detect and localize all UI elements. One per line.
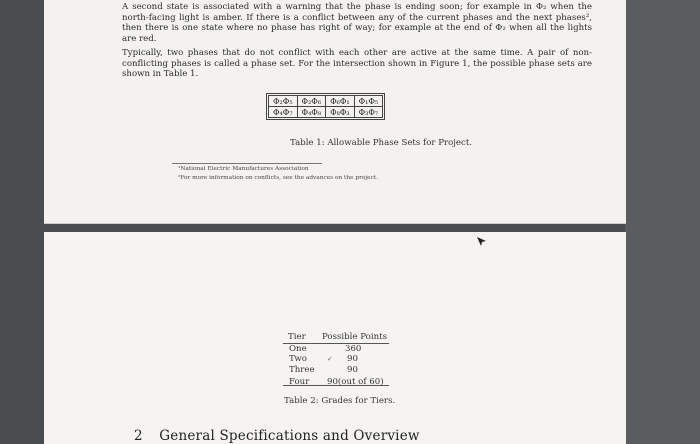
mouse-cursor-icon: [476, 236, 488, 248]
table-row: [269, 107, 383, 118]
table-cell: Φ₄Φ₇: [269, 107, 298, 118]
table-cell: Φ₂Φ₆: [297, 96, 326, 107]
table2-caption: Table 2: Grades for Tiers.: [284, 396, 396, 406]
table-cell: Φ₂Φ₅: [269, 96, 298, 107]
table-row: [269, 96, 383, 107]
paragraph-phase-sets: Typically, two phases that do not conflict with each other are active at the same time. A pair of non-conflicting phases is called a phase set. For the intersection shown in Figure 1, the possible phase sets are shown in Table 1.: [122, 48, 592, 80]
table-cell: Φ₈Φ₃: [326, 107, 355, 118]
footnote-1: ¹National Electric Manufactures Association: [178, 166, 309, 172]
table-cell: Φ₄Φ₈: [297, 107, 326, 118]
tier-name: Three: [289, 364, 315, 375]
document-page-top: [44, 0, 626, 224]
table-cell: Φ₆Φ₁: [326, 96, 355, 107]
viewer-background: [625, 0, 700, 444]
paragraph-warning-state: A second state is associated with a warning that the phase is ending soon; for example in Φ₂ when the north-facing light is amber. If there is a conflict between any of the current phases and the next phases², then there is one state where no phase has right of way; for example at the end of Φ₂ when all the lights are red.: [122, 2, 592, 44]
table-cell: Φ₁Φ₅: [354, 96, 383, 107]
header-possible-points: Possible Points: [322, 332, 387, 342]
pen-mark-icon: ✓: [327, 355, 333, 363]
section-heading: [134, 428, 420, 444]
table1-caption: Table 1: Allowable Phase Sets for Project.: [290, 138, 473, 148]
footnote-rule: [172, 163, 322, 164]
tier-points: 90(out of 60): [327, 377, 384, 387]
tier-name: One: [289, 343, 307, 354]
section-title: General Specifications and Overview: [159, 428, 420, 444]
phase-sets-table: [268, 95, 383, 118]
header-tier: Tier: [288, 332, 306, 342]
section-number: 2: [134, 428, 143, 444]
tier-points: 90: [347, 354, 358, 364]
tier-points: 90: [347, 364, 358, 375]
footnote-2: ²For more information on conflicts, see the advances on the project.: [178, 175, 379, 181]
tier-points: 360: [345, 343, 362, 354]
tier-name: Four: [289, 377, 310, 387]
tier-name: Two: [289, 354, 307, 364]
table-cell: Φ₃Φ₇: [354, 107, 383, 118]
